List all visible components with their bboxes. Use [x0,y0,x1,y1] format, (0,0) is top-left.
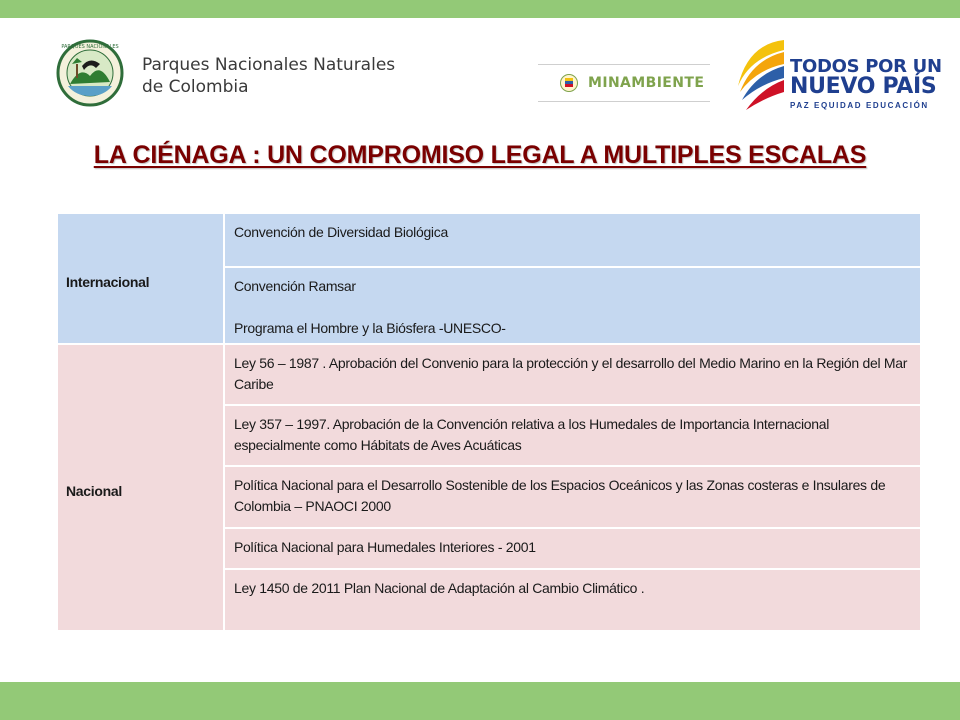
colombia-seal-icon [560,74,578,92]
bottom-green-band [0,682,960,720]
nacional-item: Política Nacional para Humedales Interiores - 2001 [224,528,921,569]
slide-title: LA CIÉNAGA : UN COMPROMISO LEGAL A MULTIPLES ESCALAS [93,141,867,169]
gobierno-slogan-line2: NUEVO PAÍS [790,74,937,99]
internacional-item: Convención de Diversidad Biológica [224,213,921,267]
internacional-item [224,267,921,344]
legal-framework-table [56,212,922,632]
minambiente-logo [538,64,710,102]
pnn-name-line1: Parques Nacionales Naturales [142,55,396,75]
level-internacional: Internacional [57,213,224,344]
colombia-flag-swoosh-icon [734,36,786,116]
level-nacional: Nacional [57,344,224,631]
top-green-band [0,0,960,18]
gobierno-slogan-line1: TODOS POR UN [790,56,942,77]
nacional-item: Ley 357 – 1997. Aprobación de la Convención relativa a los Humedales de Importancia Internacional especialmente como Hábitats de Aves Acuáticas [224,405,921,466]
minambiente-text: MINAMBIENTE [588,75,705,91]
nacional-item: Ley 56 – 1987 . Aprobación del Convenio para la protección y el desarrollo del Medio Marino en la Región del Mar Caribe [224,344,921,405]
gobierno-slogan-line3: PAZ EQUIDAD EDUCACIÓN [790,101,929,110]
pnn-name-line2: de Colombia [142,77,249,97]
pnn-seal-lettering: PARQUES NACIONALES [61,44,119,50]
parques-nacionales-seal-icon [56,36,124,110]
table-row [57,344,921,405]
table-row [57,213,921,267]
nacional-item: Política Nacional para el Desarrollo Sostenible de los Espacios Oceánicos y las Zonas costeras e Insulares de Colombia – PNAOCI 2000 [224,466,921,528]
nacional-item: Ley 1450 de 2011 Plan Nacional de Adaptación al Cambio Climático . [224,569,921,631]
internacional-item-line: Programa el Hombre y la Biósfera -UNESCO- [234,320,506,336]
internacional-item-line: Convención Ramsar [234,278,356,294]
pnn-name [142,54,395,98]
